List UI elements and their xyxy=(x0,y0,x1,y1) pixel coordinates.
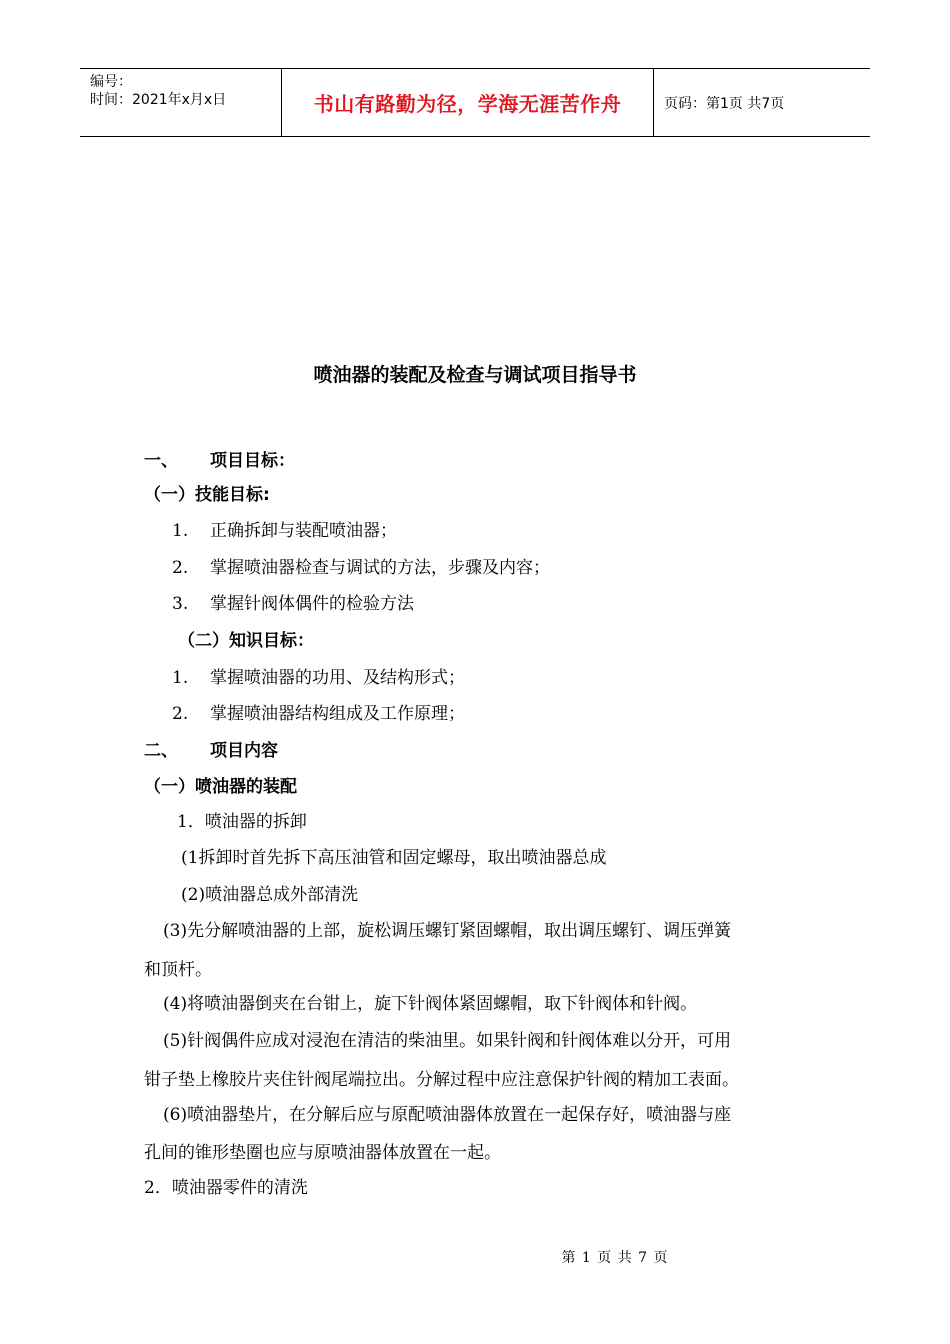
list-item xyxy=(172,703,465,725)
paragraph: (1拆卸时首先拆下高压油管和固定螺母，取出喷油器总成 xyxy=(181,848,607,868)
paragraph: (6)喷油器垫片，在分解后应与原配喷油器体放置在一起保存好，喷油器与座 xyxy=(163,1105,732,1125)
section-heading-1 xyxy=(144,450,295,472)
section-number: 二、 xyxy=(144,741,178,761)
paragraph-continuation: 钳子垫上橡胶片夹住针阀尾端拉出。分解过程中应注意保护针阀的精加工表面。 xyxy=(144,1070,739,1090)
section-heading-2 xyxy=(144,740,278,762)
step-heading: 2．喷油器零件的清洗 xyxy=(144,1178,308,1198)
list-item xyxy=(172,667,465,689)
list-text: 掌握喷油器的功用、及结构形式； xyxy=(210,668,465,688)
list-item xyxy=(172,557,550,579)
step-heading: 1．喷油器的拆卸 xyxy=(177,812,307,832)
header-meta xyxy=(80,69,282,136)
header-motto: 书山有路勤为径，学海无涯苦作舟 xyxy=(282,69,654,136)
paragraph-continuation: 孔间的锥形垫圈也应与原喷油器体放置在一起。 xyxy=(144,1143,501,1163)
list-number: 3. xyxy=(172,594,189,614)
section-title: 项目内容 xyxy=(210,741,278,761)
page-header xyxy=(80,68,870,137)
subsection-heading: （一）喷油器的装配 xyxy=(144,777,297,797)
paragraph-continuation: 和顶杆。 xyxy=(144,960,212,980)
paragraph: (4)将喷油器倒夹在台钳上，旋下针阀体紧固螺帽，取下针阀体和针阀。 xyxy=(163,994,698,1014)
list-item xyxy=(172,593,414,615)
subsection-heading: （一）技能目标: xyxy=(144,485,270,505)
list-number: 2. xyxy=(172,704,189,724)
list-item xyxy=(172,520,397,542)
list-number: 2. xyxy=(172,558,189,578)
page-footer: 第 1 页 共 7 页 xyxy=(561,1250,669,1266)
paragraph: (5)针阀偶件应成对浸泡在清洁的柴油里。如果针阀和针阀体难以分开，可用 xyxy=(163,1031,732,1051)
list-text: 正确拆卸与装配喷油器； xyxy=(210,521,397,541)
paragraph: (2)喷油器总成外部清洗 xyxy=(181,885,359,905)
document-title: 喷油器的装配及检查与调试项目指导书 xyxy=(313,364,637,386)
list-text: 掌握喷油器结构组成及工作原理； xyxy=(210,704,465,724)
section-number: 一、 xyxy=(144,451,178,471)
subsection-heading: （二）知识目标： xyxy=(178,631,314,651)
serial-label: 编号： xyxy=(90,74,132,90)
list-text: 掌握喷油器检查与调试的方法，步骤及内容； xyxy=(210,558,550,578)
header-page-info: 页码：第1页 共7页 xyxy=(664,95,785,112)
list-text: 掌握针阀体偶件的检验方法 xyxy=(210,594,414,614)
paragraph: (3)先分解喷油器的上部，旋松调压螺钉紧固螺帽，取出调压螺钉、调压弹簧 xyxy=(163,921,732,941)
list-number: 1. xyxy=(172,521,189,541)
section-title: 项目目标： xyxy=(210,451,295,471)
list-number: 1. xyxy=(172,668,189,688)
time-label: 时间：2021年x月x日 xyxy=(90,92,227,108)
